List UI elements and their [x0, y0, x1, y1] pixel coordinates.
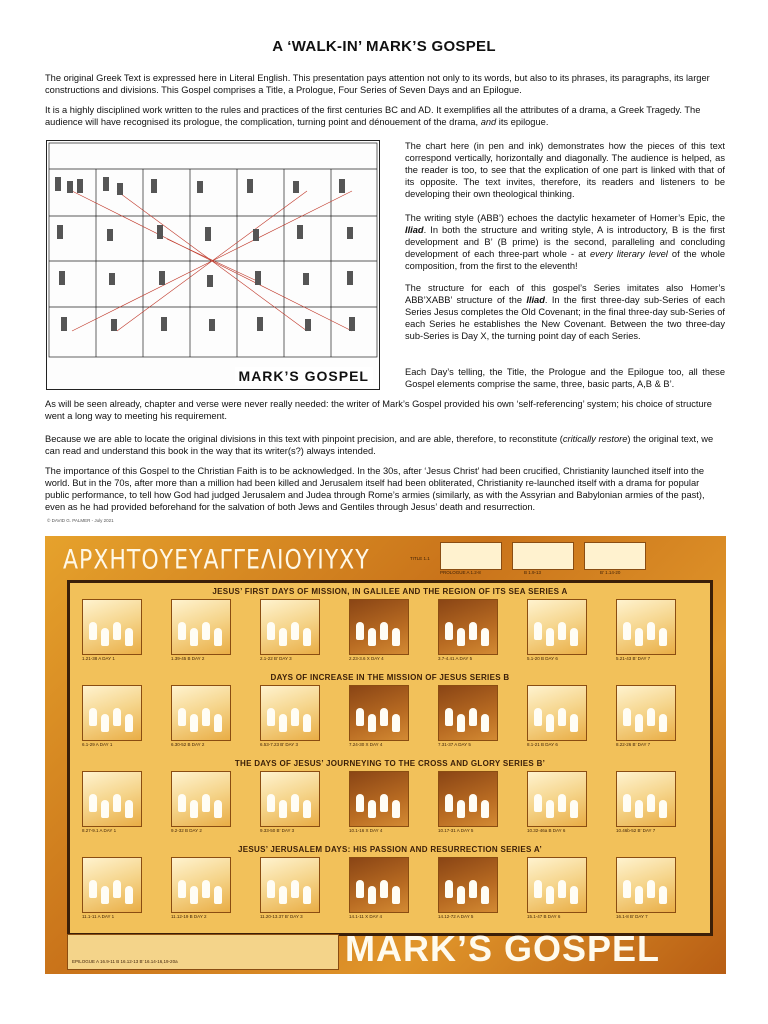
- day-caption: 10.46b-52 B’ DAY 7: [616, 828, 656, 833]
- day-panel: [349, 857, 409, 913]
- day-caption: 14.12-72 A DAY 5: [438, 914, 474, 919]
- figure-shape: [647, 880, 655, 898]
- figure-shape: [113, 880, 121, 898]
- figure-shape: [178, 708, 186, 726]
- day-panel: [82, 599, 142, 655]
- figure-shape: [291, 622, 299, 640]
- figure-shape: [303, 800, 311, 818]
- day-caption: 9.33-50 B’ DAY 3: [260, 828, 295, 833]
- figure-shape: [445, 880, 453, 898]
- figure-shape: [392, 628, 400, 646]
- day-panel: [171, 857, 231, 913]
- figure-shape: [445, 708, 453, 726]
- figure-shape: [101, 800, 109, 818]
- day-panel: [260, 771, 320, 827]
- figure-shape: [214, 800, 222, 818]
- day-panel: [438, 685, 498, 741]
- figure-shape: [392, 886, 400, 904]
- day-panel: [260, 685, 320, 741]
- day-caption: 10.32-46a B DAY 6: [527, 828, 566, 833]
- day-panel: [349, 685, 409, 741]
- day-panel: [527, 685, 587, 741]
- prologue-panel-b: [512, 542, 574, 570]
- day-caption: 6.30-52 B DAY 2: [171, 742, 205, 747]
- column-paragraph-3: The structure for each of this gospel’s Series imitates also Homer’s ABB’XABB’ structure of the Iliad. In the first three-day sub-Series of each Series Jesus completes the Old Covenant; in the final three-day sub-Series of each Series he establishes the New Covenant. Between the two three-day sub-Series is Day X, the turning point day of each Series.: [405, 283, 725, 341]
- figure-shape: [635, 800, 643, 818]
- figure-shape: [570, 628, 578, 646]
- day-caption: 16.1-8 B’ DAY 7: [616, 914, 648, 919]
- day-caption: 6.53-7.23 B’ DAY 3: [260, 742, 298, 747]
- day-caption: 7.31-37 A DAY 5: [438, 742, 471, 747]
- figure-shape: [570, 714, 578, 732]
- sketch-title: MARK’S GOSPEL: [235, 367, 373, 385]
- figure-shape: [635, 628, 643, 646]
- day-caption: 10.1-16 X DAY 4: [349, 828, 383, 833]
- day-panel: [171, 599, 231, 655]
- figure-shape: [279, 628, 287, 646]
- title-caption: TITLE 1.1: [410, 556, 430, 561]
- figure-shape: [635, 714, 643, 732]
- figure-shape: [659, 800, 667, 818]
- figure-shape: [380, 880, 388, 898]
- figure-shape: [267, 794, 275, 812]
- sketch-grid-illustration: [47, 141, 379, 389]
- figure-shape: [214, 886, 222, 904]
- figure-shape: [534, 794, 542, 812]
- day-caption: 11.12-19 B DAY 2: [171, 914, 207, 919]
- day-panel: [260, 857, 320, 913]
- figure-shape: [101, 886, 109, 904]
- figure-shape: [558, 708, 566, 726]
- figure-shape: [125, 714, 133, 732]
- day-caption: 11.20-13.37 B’ DAY 3: [260, 914, 303, 919]
- figure-shape: [125, 800, 133, 818]
- prologue-panel-a: [440, 542, 502, 570]
- figure-shape: [368, 714, 376, 732]
- day-caption: 1.21-38 A DAY 1: [82, 656, 115, 661]
- day-caption: 6.1-29 A DAY 1: [82, 742, 113, 747]
- greek-title: ΑΡΧΗΤΟΥΕΥΑΓΓΕΛΙΟΥΙΥΧΥ: [63, 545, 370, 576]
- pen-ink-chart-image: [46, 140, 380, 390]
- figure-shape: [291, 708, 299, 726]
- figure-shape: [101, 714, 109, 732]
- figure-shape: [558, 794, 566, 812]
- day-panel: [438, 857, 498, 913]
- figure-shape: [178, 622, 186, 640]
- day-caption: 7.24-30 X DAY 4: [349, 742, 383, 747]
- figure-shape: [267, 880, 275, 898]
- day-caption: 2.1-22 B’ DAY 3: [260, 656, 292, 661]
- figure-shape: [89, 622, 97, 640]
- day-panel: [616, 857, 676, 913]
- figure-shape: [481, 714, 489, 732]
- figure-shape: [481, 886, 489, 904]
- figure-shape: [481, 800, 489, 818]
- series-heading: DAYS OF INCREASE IN THE MISSION OF JESUS SERIES B: [270, 673, 510, 682]
- figure-shape: [89, 880, 97, 898]
- series-heading: JESUS’ JERUSALEM DAYS: HIS PASSION AND RESURRECTION SERIES A’: [238, 845, 542, 854]
- figure-shape: [570, 800, 578, 818]
- day-panel: [438, 771, 498, 827]
- day-caption: 5.21-43 B’ DAY 7: [616, 656, 651, 661]
- figure-shape: [368, 886, 376, 904]
- day-panel: [616, 685, 676, 741]
- figure-shape: [558, 880, 566, 898]
- series-heading: JESUS’ FIRST DAYS OF MISSION, IN GALILEE AND THE REGION OF ITS SEA SERIES A: [212, 587, 568, 596]
- figure-shape: [279, 800, 287, 818]
- day-panel: [527, 599, 587, 655]
- figure-shape: [457, 714, 465, 732]
- figure-shape: [368, 628, 376, 646]
- figure-shape: [89, 708, 97, 726]
- figure-shape: [380, 622, 388, 640]
- figure-shape: [469, 880, 477, 898]
- day-caption: 14.1-11 X DAY 4: [349, 914, 383, 919]
- series-heading: THE DAYS OF JESUS’ JOURNEYING TO THE CROSS AND GLORY SERIES B’: [234, 759, 546, 768]
- figure-shape: [356, 794, 364, 812]
- figure-shape: [101, 628, 109, 646]
- figure-shape: [445, 794, 453, 812]
- figure-shape: [190, 800, 198, 818]
- column-paragraph-1: The chart here (in pen and ink) demonstrates how the pieces of this text correspond vertically, horizontally and diagonally. The audience is helped, as the reader is too, to see that the explication of one part is linked with that of its opposite. The text invites, therefore, its readers and listeners to be developing their own theological thinking.: [405, 141, 725, 199]
- lower-paragraph-3: The importance of this Gospel to the Christian Faith is to be acknowledged. In the 30s, after ‘Jesus Christ’ had been crucified, Christianity launched itself into the world. But in the 70s, after more than a million had been killed and Jerusalem itself had been obliterated, Christianity re-launched itself with a drama for popular public performance, to tell how God had judged Jerusalem and Judea through Rome’s armies (similarly, as with the Assyrian and Babylonian armies of the past), even as he had provided beforehand for the salvation of both Jews and Gentiles through Jesus’ death and resurrection.: [45, 466, 705, 512]
- figure-shape: [113, 708, 121, 726]
- day-panel: [527, 857, 587, 913]
- figure-shape: [125, 628, 133, 646]
- figure-shape: [457, 800, 465, 818]
- day-caption: 3.7-4.41 A DAY 5: [438, 656, 473, 661]
- figure-shape: [534, 708, 542, 726]
- figure-shape: [623, 622, 631, 640]
- figure-shape: [202, 880, 210, 898]
- figure-shape: [392, 714, 400, 732]
- figure-shape: [481, 628, 489, 646]
- figure-shape: [267, 622, 275, 640]
- figure-shape: [457, 628, 465, 646]
- copyright-note: © DAVID G. PALMER - July 2021: [47, 518, 114, 523]
- prologue-caption-b-prime: B’ 1.14-20: [600, 570, 621, 575]
- figure-shape: [202, 622, 210, 640]
- figure-shape: [214, 714, 222, 732]
- figure-shape: [368, 800, 376, 818]
- figure-shape: [303, 628, 311, 646]
- day-caption: 8.1-21 B DAY 6: [527, 742, 558, 747]
- painted-gospel-chart-image: [45, 536, 726, 974]
- epilogue-strip: [67, 934, 339, 970]
- figure-shape: [380, 708, 388, 726]
- column-paragraph-2: The writing style (ABB’) echoes the dactylic hexameter of Homer’s Epic, the Iliad. In both the structure and writing style, A is introductory, B is the first development and B’ (B prime) is the second, paralleling and concluding development of each three-part whole - at every literary level of the whole composition, from the first to the eleventh!: [405, 213, 725, 271]
- day-caption: 11.1-11 A DAY 1: [82, 914, 115, 919]
- figure-shape: [202, 794, 210, 812]
- figure-shape: [267, 708, 275, 726]
- day-caption: 8.27-9.1 A DAY 1: [82, 828, 117, 833]
- figure-shape: [647, 708, 655, 726]
- figure-shape: [279, 714, 287, 732]
- figure-shape: [291, 794, 299, 812]
- lower-paragraph-1: As will be seen already, chapter and verse were never really needed: the writer of Mark’s Gospel provided his own ‘self-referencing’ system; his choice of structure went a long way to meeting his requirement.: [45, 399, 712, 421]
- figure-shape: [546, 628, 554, 646]
- day-caption: 1.39-45 B DAY 2: [171, 656, 205, 661]
- figure-shape: [534, 880, 542, 898]
- figure-shape: [214, 628, 222, 646]
- figure-shape: [113, 794, 121, 812]
- figure-shape: [623, 794, 631, 812]
- day-caption: 9.2-32 B DAY 2: [171, 828, 202, 833]
- figure-shape: [635, 886, 643, 904]
- figure-shape: [392, 800, 400, 818]
- figure-shape: [303, 886, 311, 904]
- figure-shape: [546, 714, 554, 732]
- figure-shape: [178, 794, 186, 812]
- figure-shape: [659, 714, 667, 732]
- day-caption: 10.17-31 A DAY 5: [438, 828, 474, 833]
- figure-shape: [113, 622, 121, 640]
- day-panel: [82, 857, 142, 913]
- figure-shape: [89, 794, 97, 812]
- figure-shape: [303, 714, 311, 732]
- figure-shape: [190, 714, 198, 732]
- figure-shape: [190, 886, 198, 904]
- day-panel: [349, 599, 409, 655]
- figure-shape: [445, 622, 453, 640]
- day-panel: [438, 599, 498, 655]
- figure-shape: [202, 708, 210, 726]
- prologue-caption-b: B 1.9-13: [524, 570, 542, 575]
- figure-shape: [659, 886, 667, 904]
- day-caption: 15.1-47 B DAY 6: [527, 914, 561, 919]
- figure-shape: [659, 628, 667, 646]
- prologue-caption-a: PROLOGUE A 1.2-8: [440, 570, 481, 575]
- intro-paragraph-2: It is a highly disciplined work written to the rules and practices of the first centuries BC and AD. It exemplifies all the attributes of a drama, a Greek Tragedy. The audience will have recognised its prologue, the complication, turning point and dénouement of the drama, and its epilogue.: [45, 105, 701, 127]
- day-panel: [349, 771, 409, 827]
- day-panel: [616, 599, 676, 655]
- figure-shape: [190, 628, 198, 646]
- figure-shape: [469, 622, 477, 640]
- day-panel: [171, 771, 231, 827]
- figure-shape: [570, 886, 578, 904]
- figure-shape: [623, 880, 631, 898]
- epilogue-caption: EPILOGUE A 16.9-11 B 16.12-13 B’ 16.14-16,19-20a: [72, 959, 178, 964]
- day-caption: 2.23-3.6 X DAY 4: [349, 656, 384, 661]
- day-panel: [616, 771, 676, 827]
- intro-paragraph-1: The original Greek Text is expressed here in Literal English. This presentation pays attention not only to its words, but also to its phrases, its paragraphs, its larger constructions and divisions. This Gospel comprises a Title, a Prologue, Four Series of Seven Days and an Epilogue.: [45, 73, 710, 95]
- day-panel: [82, 685, 142, 741]
- figure-shape: [279, 886, 287, 904]
- prologue-panel-b-prime: [584, 542, 646, 570]
- figure-shape: [469, 708, 477, 726]
- day-panel: [260, 599, 320, 655]
- day-panel: [527, 771, 587, 827]
- figure-shape: [558, 622, 566, 640]
- series-frame: [67, 580, 713, 936]
- figure-shape: [546, 886, 554, 904]
- figure-shape: [457, 886, 465, 904]
- lower-paragraph-2: Because we are able to locate the original divisions in this text with pinpoint precision, and are able, therefore, to reconstitute (critically restore) the original text, we can read and understand this book in the way that its writer(s?) always intended.: [45, 434, 714, 456]
- day-caption: 8.22-26 B’ DAY 7: [616, 742, 651, 747]
- figure-shape: [469, 794, 477, 812]
- day-panel: [171, 685, 231, 741]
- figure-shape: [356, 708, 364, 726]
- figure-shape: [125, 886, 133, 904]
- figure-shape: [546, 800, 554, 818]
- day-panel: [82, 771, 142, 827]
- figure-shape: [380, 794, 388, 812]
- figure-shape: [647, 794, 655, 812]
- page-title: A ‘WALK-IN’ MARK’S GOSPEL: [272, 38, 496, 55]
- figure-shape: [647, 622, 655, 640]
- figure-shape: [291, 880, 299, 898]
- day-caption: 5.1-20 B DAY 6: [527, 656, 558, 661]
- figure-shape: [534, 622, 542, 640]
- figure-shape: [356, 880, 364, 898]
- figure-shape: [178, 880, 186, 898]
- column-paragraph-4: Each Day’s telling, the Title, the Prologue and the Epilogue too, all these Gospel elements comprise the same, three, basic parts, A,B & B’.: [405, 367, 725, 389]
- figure-shape: [356, 622, 364, 640]
- figure-shape: [623, 708, 631, 726]
- painting-big-title: MARK’S GOSPEL: [345, 928, 661, 969]
